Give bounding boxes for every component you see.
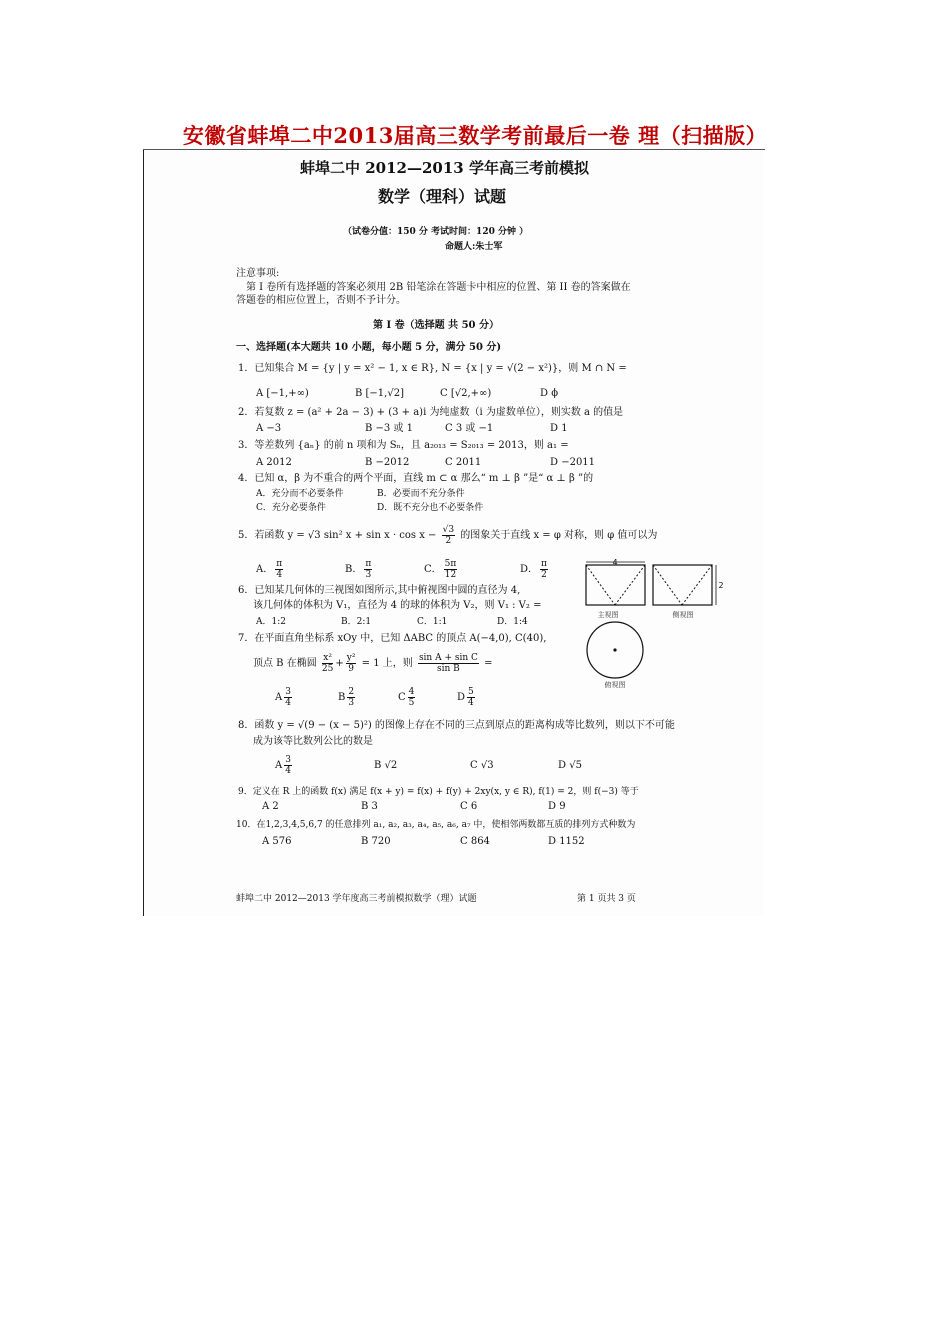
q9-option-b: B 3 xyxy=(361,801,378,812)
exam-author: 命题人:朱士军 xyxy=(445,242,503,252)
width-dimension xyxy=(586,558,645,567)
question-7-line-2: 顶点 B 在椭圆 $\frac{\text{x²}}{25}$ + $\frac{\text{y²}}{9}$ = 1 上，则 $\frac{\text{sin A + sin C}}{\text{sin B}}$ = xyxy=(253,653,493,674)
q10-option-a: A 576 xyxy=(262,836,292,847)
notice-line-1: 第 I 卷所有选择题的答案必须用 2B 铅笔涂在答题卡中相应的位置、第 II 卷的答案做在 xyxy=(246,282,631,293)
q5-option-c: C． $\frac{5\pi}{12}$ xyxy=(424,559,457,580)
q2-option-b: B −3 或 1 xyxy=(365,423,413,434)
q4-option-c: C．充分必要条件 xyxy=(256,503,326,513)
q7-option-a: A $\frac{3}{4}$ xyxy=(275,687,291,708)
q9-option-c: C 6 xyxy=(460,801,478,812)
notice-heading: 注意事项: xyxy=(236,268,280,279)
q2-option-a: A −3 xyxy=(256,423,282,434)
q1-option-a: A [−1,+∞) xyxy=(256,388,309,399)
q9-option-a: A 2 xyxy=(262,801,279,812)
svg-text:4: 4 xyxy=(612,558,618,567)
q10-option-b: B 720 xyxy=(361,836,391,847)
top-view xyxy=(587,622,643,678)
q8-option-a: A $\frac{3}{4}$ xyxy=(275,755,291,776)
question-10: 10．在1,2,3,4,5,6,7 的任意排列 a₁, a₂, a₃, a₄, a₅, a₆, a₇ 中，使相邻两数都互质的排列方式种数为 xyxy=(236,820,636,830)
page-footer-right: 第 1 页共 3 页 xyxy=(577,894,636,904)
q5-fraction: $\frac{√3}{2}$ xyxy=(442,525,455,546)
document-title: 安徽省蚌埠二中2013届高三数学考前最后一卷 理（扫描版） xyxy=(182,123,768,148)
question-8-line-2: 成为该等比数列公比的数是 xyxy=(253,736,373,747)
q4-option-d: D．既不充分也不必要条件 xyxy=(377,503,484,513)
exam-subject: 数学（理科）试题 xyxy=(378,187,507,206)
page-footer-left: 蚌埠二中 2012—2013 学年度高三考前模拟数学（理）试题 xyxy=(236,894,477,904)
q7-option-b: B $\frac{2}{3}$ xyxy=(338,687,355,708)
question-9: 9．定义在 R 上的函数 f(x) 满足 f(x + y) = f(x) + f(y) + 2xy(x, y ∈ R), f(1) = 2，则 f(−3) 等于 xyxy=(238,787,639,797)
question-3: 3．等差数列 {aₙ} 的前 n 项和为 Sₙ，且 a₂₀₁₃ = S₂₀₁₃ = 2013，则 a₁ = xyxy=(238,440,569,451)
q5-option-b: B． $\frac{\pi}{3}$ xyxy=(345,559,372,580)
question-2: 2．若复数 z = (a² + 2a − 3) + (3 + a)i 为纯虚数（i 为虚数单位），则实数 a 的值是 xyxy=(238,407,624,418)
q5-text-post: 的图象关于直线 x = φ 对称，则 φ 值可以为 xyxy=(460,530,658,541)
question-6-line-1: 6．已知某几何体的三视图如图所示,其中俯视图中圆的直径为 4, xyxy=(238,585,521,596)
q2-option-d: D 1 xyxy=(550,423,568,434)
q1-option-d: D ϕ xyxy=(540,388,559,399)
question-4: 4．已知 α，β 为不重合的两个平面，直线 m ⊂ α 那么“ m ⊥ β ”是“ α ⊥ β ”的 xyxy=(238,473,594,484)
question-6-line-2: 该几何体的体积为 V₁，直径为 4 的球的体积为 V₂，则 V₁ : V₂ = xyxy=(253,600,542,611)
q1-option-b: B [−1,√2] xyxy=(355,388,404,399)
q3-option-d: D −2011 xyxy=(550,457,596,468)
q9-option-d: D 9 xyxy=(548,801,566,812)
scan-edge-top xyxy=(143,149,765,150)
notice-line-2: 答题卷的相应位置上，否则不予计分。 xyxy=(236,295,406,306)
q2-option-c: C 3 或 −1 xyxy=(445,423,494,434)
q6-option-d: D．1:4 xyxy=(497,617,528,627)
q6-option-c: C．1:1 xyxy=(417,617,448,627)
q8-option-b: B √2 xyxy=(374,760,398,771)
q1-option-c: C [√2,+∞) xyxy=(440,388,492,399)
question-1: 1．已知集合 M = {y | y = x² − 1, x ∈ R}, N = {x | y = √(2 − x²)}，则 M ∩ N = xyxy=(238,363,627,374)
front-view xyxy=(586,565,645,605)
section-heading: 第 I 卷（选择题 共 50 分） xyxy=(373,320,500,331)
question-8-line-1: 8．函数 y = √(9 − (x − 5)²) 的图像上存在不同的三点到原点的距离构成等比数列，则以下不可能 xyxy=(238,720,675,731)
part-heading: 一、选择题(本大题共 10 小题，每小题 5 分，满分 50 分) xyxy=(236,342,502,353)
q7-option-d: D $\frac{5}{4}$ xyxy=(457,687,474,708)
three-view-figure xyxy=(580,557,730,695)
q3-option-c: C 2011 xyxy=(445,457,482,468)
q8-option-c: C √3 xyxy=(470,760,494,771)
side-view-label: 侧视图 xyxy=(672,611,694,619)
q10-option-d: D 1152 xyxy=(548,836,585,847)
exam-title: 蚌埠二中 2012—2013 学年高三考前模拟 xyxy=(300,159,589,177)
q5-text-pre: 5．若函数 y = √3 sin² x + sin x · cos x − xyxy=(238,530,437,541)
svg-text:2: 2 xyxy=(718,581,724,590)
q3-option-b: B −2012 xyxy=(365,457,410,468)
exam-meta: （试卷分值：150 分 考试时间：120 分钟 ） xyxy=(343,227,529,237)
q7-option-c: C $\frac{4}{5}$ xyxy=(398,687,415,708)
side-view xyxy=(653,565,712,605)
q6-option-b: B．2:1 xyxy=(341,617,372,627)
question-5 xyxy=(238,522,657,550)
q5-option-a: A． $\frac{\pi}{4}$ xyxy=(256,559,283,580)
q5-option-d: D． $\frac{\pi}{2}$ xyxy=(520,559,547,580)
q4-option-a: A．充分而不必要条件 xyxy=(256,489,344,499)
q3-option-a: A 2012 xyxy=(256,457,292,468)
q10-option-c: C 864 xyxy=(460,836,490,847)
top-view-label: 俯视图 xyxy=(604,681,626,689)
scan-edge-left xyxy=(143,150,144,916)
q6-option-a: A．1:2 xyxy=(256,617,286,627)
q4-option-b: B．必要而不充分条件 xyxy=(377,489,465,499)
q8-option-d: D √5 xyxy=(558,760,582,771)
question-7-line-1: 7．在平面直角坐标系 xOy 中，已知 ΔABC 的顶点 A(−4,0), C(40), xyxy=(238,633,547,644)
front-view-label: 主视图 xyxy=(597,611,619,619)
height-dimension xyxy=(716,565,724,605)
